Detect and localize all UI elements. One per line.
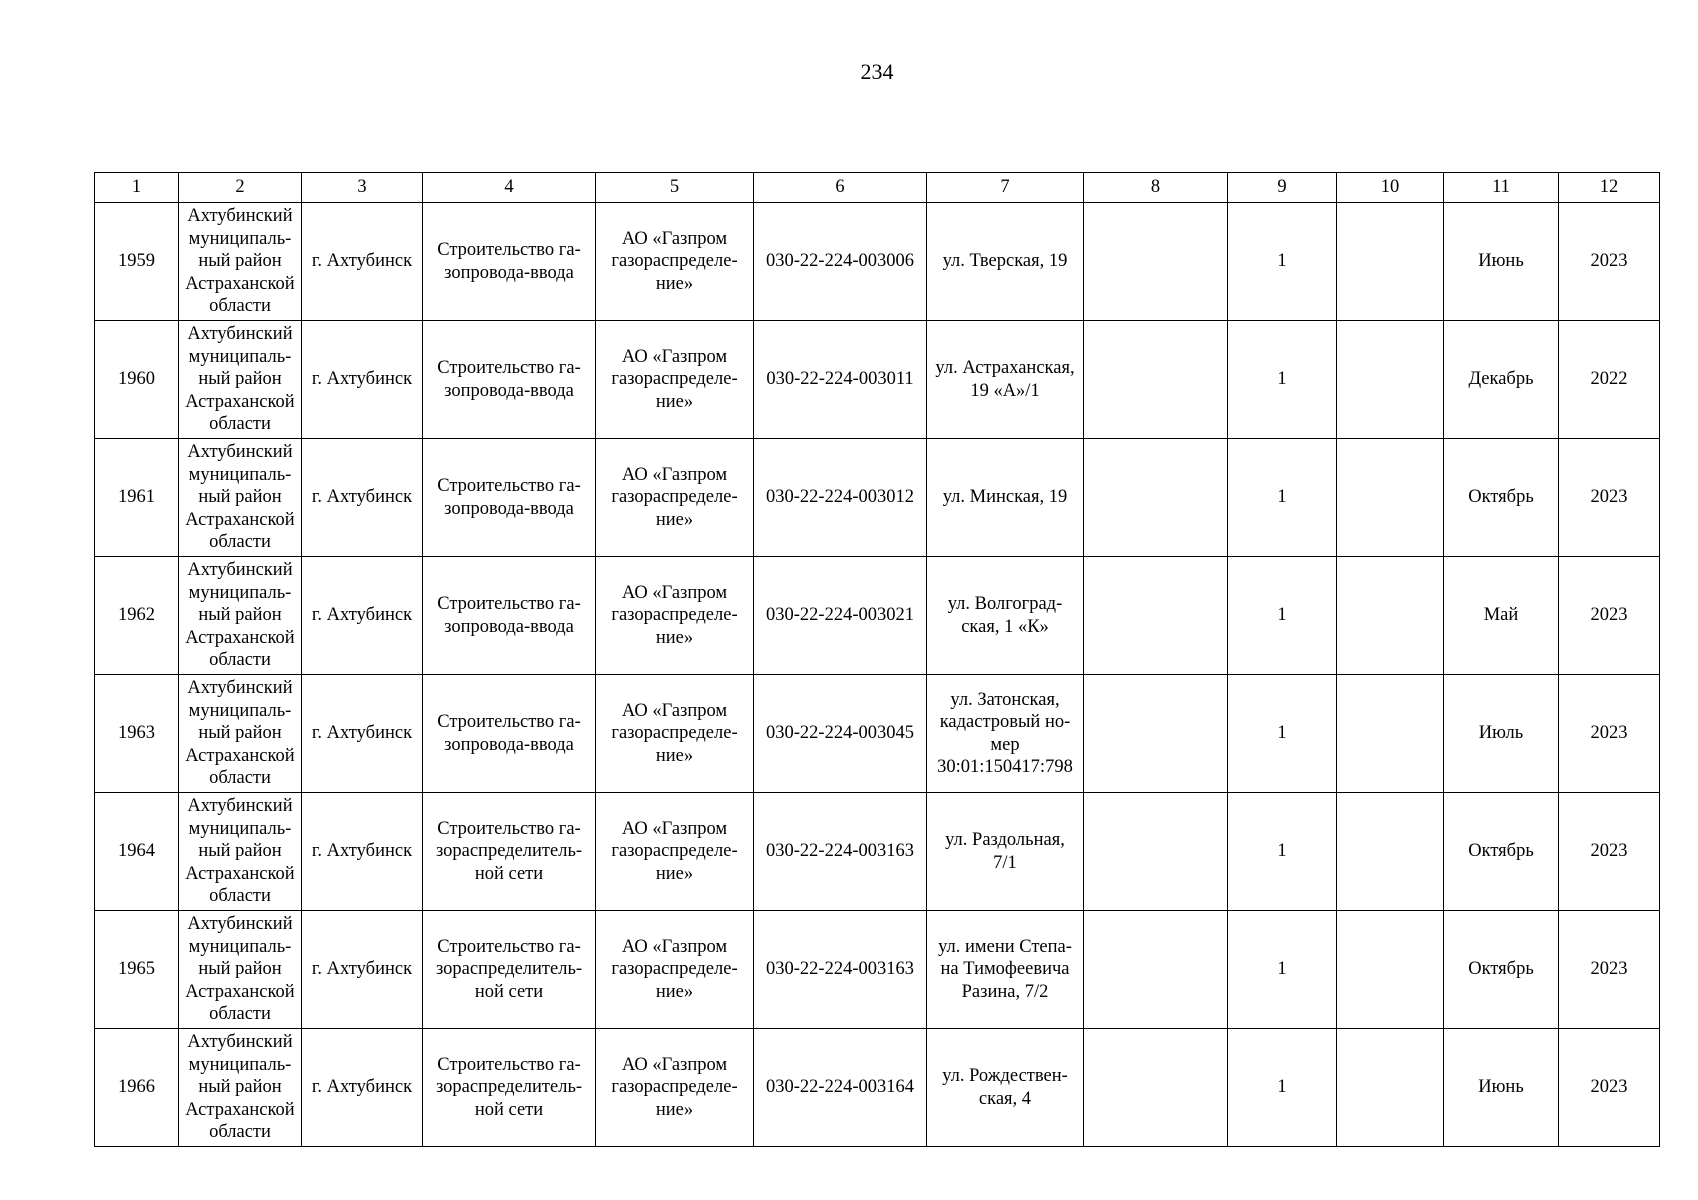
cell-text: 030-22-224-003021 — [766, 605, 914, 626]
column-header-row — [95, 173, 1660, 203]
cell-line: ный район — [198, 959, 282, 980]
work-type-cell — [423, 911, 596, 1029]
cell-line: АО «Газпром — [621, 582, 728, 603]
cell-text: 1966 — [118, 1077, 155, 1098]
cell-line: Ахтубинский — [187, 914, 293, 935]
year-cell — [1559, 439, 1660, 557]
cell-line: ный район — [198, 841, 282, 862]
cell-line: Ахтубинский — [187, 442, 293, 463]
cell-line: газораспределе- — [611, 959, 738, 980]
object-code-cell — [754, 321, 927, 439]
cell-line: Ахтубинский — [187, 560, 293, 581]
cell-text: 1 — [1277, 1077, 1287, 1098]
cell-text: Октябрь — [1468, 959, 1534, 980]
page-number: 234 — [860, 59, 894, 84]
cell-text: г. Ахтубинск — [311, 841, 413, 862]
quantity-cell — [1228, 675, 1337, 793]
cell-line: кадастровый но- — [939, 712, 1071, 732]
district-cell — [179, 557, 302, 675]
column-header: 12 — [1559, 173, 1660, 203]
cell-text: Декабрь — [1468, 369, 1534, 390]
cell-text: 030-22-224-003006 — [766, 251, 914, 272]
year-cell — [1559, 321, 1660, 439]
cell-line: ный район — [198, 1077, 282, 1098]
column-header: 1 — [95, 173, 179, 203]
cell-line: газораспределе- — [611, 841, 738, 862]
table-row — [95, 793, 1660, 911]
year-cell — [1559, 793, 1660, 911]
cell-text: 1962 — [118, 605, 155, 626]
table-row — [95, 203, 1660, 321]
cell-line: ул. Волгоград- — [947, 594, 1063, 614]
cell-text: г. Ахтубинск — [311, 605, 413, 626]
cell-line: Астраханской — [185, 745, 295, 766]
cell-line: муниципаль- — [188, 582, 292, 603]
cell-line: зопровода-ввода — [444, 380, 574, 401]
quantity-cell — [1228, 203, 1337, 321]
object-code-cell — [754, 203, 927, 321]
cell-text: 1963 — [118, 723, 155, 744]
column-8-cell — [1084, 203, 1228, 321]
cell-line: зораспределитель- — [435, 959, 583, 980]
column-header: 6 — [754, 173, 927, 203]
city-cell — [302, 911, 423, 1029]
cell-line: АО «Газпром — [621, 346, 728, 367]
cell-text: г. Ахтубинск — [311, 487, 413, 508]
cell-text: 2023 — [1590, 605, 1628, 626]
cell-line: области — [209, 296, 271, 317]
cell-line: ул. Раздольная, — [945, 830, 1065, 850]
cell-line: на Тимофеевича — [940, 959, 1070, 980]
cell-text: 030-22-224-003011 — [766, 369, 914, 390]
column-header: 5 — [596, 173, 754, 203]
cell-line: Астраханской — [185, 391, 295, 412]
cell-text: г. Ахтубинск — [311, 959, 413, 980]
cell-line: Астраханской — [185, 627, 295, 648]
cell-line: Разина, 7/2 — [961, 981, 1049, 1002]
cell-line: ул. имени Степа- — [938, 936, 1072, 957]
cell-text: 1965 — [118, 959, 155, 980]
quantity-cell — [1228, 911, 1337, 1029]
year-cell — [1559, 557, 1660, 675]
column-header: 8 — [1084, 173, 1228, 203]
cell-text: 1 — [1277, 841, 1287, 862]
month-cell — [1444, 793, 1559, 911]
object-code-cell — [754, 911, 927, 1029]
cell-line: 19 «А»/1 — [970, 380, 1040, 401]
row-number-cell — [95, 1029, 179, 1147]
cell-line: газораспределе- — [611, 487, 738, 508]
cell-text: 1960 — [118, 369, 155, 390]
city-cell — [302, 793, 423, 911]
cell-line: ный район — [198, 723, 282, 744]
month-cell — [1444, 557, 1559, 675]
cell-line: Строительство га- — [437, 476, 581, 496]
cell-line: ной сети — [474, 981, 544, 1002]
cell-line: ный район — [198, 251, 282, 272]
cell-line: области — [209, 650, 271, 671]
object-code-cell — [754, 439, 927, 557]
cell-line: Строительство га- — [437, 358, 581, 378]
cell-text: 2023 — [1590, 841, 1628, 862]
cell-line: Астраханской — [185, 981, 295, 1002]
quantity-cell — [1228, 557, 1337, 675]
work-type-cell — [423, 321, 596, 439]
cell-line: газораспределе- — [611, 251, 738, 272]
cell-text: 1961 — [118, 487, 155, 508]
organization-cell — [596, 911, 754, 1029]
cell-line: АО «Газпром — [621, 818, 728, 839]
object-code-cell — [754, 675, 927, 793]
column-8-cell — [1084, 793, 1228, 911]
cell-line: зопровода-ввода — [444, 498, 574, 519]
row-number-cell — [95, 675, 179, 793]
cell-text: 2023 — [1590, 959, 1628, 980]
cell-text: 2023 — [1590, 487, 1628, 508]
table-row — [95, 321, 1660, 439]
cell-line: 30:01:150417:798 — [937, 757, 1073, 777]
row-number-cell — [95, 911, 179, 1029]
city-cell — [302, 439, 423, 557]
cell-line: ние» — [655, 509, 694, 530]
cell-line: ный район — [198, 369, 282, 390]
cell-text: г. Ахтубинск — [311, 1077, 413, 1098]
cell-text: 1 — [1277, 251, 1287, 272]
row-number-cell — [95, 793, 179, 911]
month-cell — [1444, 911, 1559, 1029]
cell-line: муниципаль- — [188, 1054, 292, 1075]
column-8-cell — [1084, 321, 1228, 439]
district-cell — [179, 793, 302, 911]
year-cell — [1559, 911, 1660, 1029]
cell-line: Ахтубинский — [187, 1032, 293, 1053]
organization-cell — [596, 439, 754, 557]
row-number-cell — [95, 439, 179, 557]
address-cell — [927, 321, 1084, 439]
address-cell — [927, 203, 1084, 321]
cell-line: Астраханской — [185, 273, 295, 294]
cell-line: Астраханской — [185, 1099, 295, 1120]
address-cell — [927, 557, 1084, 675]
column-8-cell — [1084, 439, 1228, 557]
column-header: 7 — [927, 173, 1084, 203]
column-10-cell — [1337, 321, 1444, 439]
month-cell — [1444, 321, 1559, 439]
cell-line: муниципаль- — [188, 228, 292, 249]
quantity-cell — [1228, 439, 1337, 557]
cell-line: области — [209, 768, 271, 789]
organization-cell — [596, 1029, 754, 1147]
cell-line: АО «Газпром — [621, 936, 728, 957]
cell-line: газораспределе- — [611, 605, 738, 626]
cell-line: АО «Газпром — [621, 464, 728, 485]
cell-line: ной сети — [474, 1099, 544, 1120]
cell-line: Строительство га- — [437, 1054, 581, 1075]
work-type-cell — [423, 675, 596, 793]
cell-line: муниципаль- — [188, 346, 292, 367]
district-cell — [179, 203, 302, 321]
column-8-cell — [1084, 675, 1228, 793]
object-code-cell — [754, 557, 927, 675]
cell-line: ние» — [655, 391, 694, 412]
cell-text: 1 — [1277, 959, 1287, 980]
year-cell — [1559, 1029, 1660, 1147]
cell-line: Астраханской — [185, 863, 295, 884]
cell-line: АО «Газпром — [621, 228, 728, 249]
district-cell — [179, 439, 302, 557]
cell-line: ская, 4 — [978, 1088, 1032, 1109]
district-cell — [179, 1029, 302, 1147]
cell-text: г. Ахтубинск — [311, 251, 413, 272]
column-8-cell — [1084, 911, 1228, 1029]
cell-line: зопровода-ввода — [444, 616, 574, 637]
year-cell — [1559, 675, 1660, 793]
cell-line: зопровода-ввода — [444, 262, 574, 283]
district-cell — [179, 675, 302, 793]
column-8-cell — [1084, 557, 1228, 675]
city-cell — [302, 203, 423, 321]
row-number-cell — [95, 557, 179, 675]
column-header: 2 — [179, 173, 302, 203]
city-cell — [302, 321, 423, 439]
cell-line: Строительство га- — [437, 936, 581, 957]
district-cell — [179, 321, 302, 439]
cell-line: ние» — [655, 627, 694, 648]
cell-line: Строительство га- — [437, 594, 581, 614]
address-cell — [927, 1029, 1084, 1147]
column-header: 11 — [1444, 173, 1559, 203]
cell-text: 1 — [1277, 487, 1287, 508]
cell-text: 2023 — [1590, 1077, 1628, 1098]
work-type-cell — [423, 439, 596, 557]
column-10-cell — [1337, 203, 1444, 321]
cell-line: зораспределитель- — [435, 1077, 583, 1098]
cell-line: ние» — [655, 1099, 694, 1120]
cell-text: 030-22-224-003012 — [766, 487, 914, 508]
row-number-cell — [95, 203, 179, 321]
cell-line: муниципаль- — [188, 700, 292, 721]
column-10-cell — [1337, 911, 1444, 1029]
cell-line: муниципаль- — [188, 464, 292, 485]
cell-line: муниципаль- — [188, 936, 292, 957]
cell-line: газораспределе- — [611, 369, 738, 390]
cell-line: газораспределе- — [611, 723, 738, 744]
cell-line: ул. Астраханская, — [935, 358, 1075, 378]
cell-line: области — [209, 1004, 271, 1025]
object-code-cell — [754, 793, 927, 911]
cell-line: Ахтубинский — [187, 206, 293, 227]
cell-text: г. Ахтубинск — [311, 723, 413, 744]
cell-text: 030-22-224-003164 — [766, 1077, 914, 1098]
cell-line: области — [209, 886, 271, 907]
cell-line: ный район — [198, 605, 282, 626]
table-row — [95, 911, 1660, 1029]
cell-text: 030-22-224-003163 — [766, 959, 914, 980]
column-10-cell — [1337, 793, 1444, 911]
cell-line: мер — [990, 734, 1020, 755]
work-type-cell — [423, 793, 596, 911]
cell-line: Строительство га- — [437, 712, 581, 732]
cell-line: ной сети — [474, 863, 544, 884]
organization-cell — [596, 557, 754, 675]
column-10-cell — [1337, 439, 1444, 557]
cell-line: ние» — [655, 981, 694, 1002]
cell-text: 2022 — [1590, 369, 1628, 390]
cell-line: зораспределитель- — [435, 841, 583, 862]
cell-line: Строительство га- — [437, 818, 581, 839]
cell-text: 1964 — [118, 841, 155, 862]
cell-text: 2023 — [1590, 723, 1628, 744]
column-header: 9 — [1228, 173, 1337, 203]
month-cell — [1444, 675, 1559, 793]
cell-text: 030-22-224-003045 — [766, 723, 914, 744]
cell-text: 1 — [1277, 605, 1287, 626]
cell-line: Ахтубинский — [187, 678, 293, 699]
cell-line: ние» — [655, 745, 694, 766]
cell-line: области — [209, 1122, 271, 1143]
cell-line: Ахтубинский — [187, 324, 293, 345]
cell-line: области — [209, 532, 271, 553]
data-table — [94, 172, 1660, 1147]
address-cell — [927, 675, 1084, 793]
column-header: 3 — [302, 173, 423, 203]
column-10-cell — [1337, 557, 1444, 675]
address-cell — [927, 911, 1084, 1029]
city-cell — [302, 557, 423, 675]
cell-line: ул. Минская, 19 — [942, 487, 1068, 508]
cell-text: 1 — [1277, 369, 1287, 390]
organization-cell — [596, 675, 754, 793]
object-code-cell — [754, 1029, 927, 1147]
cell-line: области — [209, 414, 271, 435]
table-row — [95, 675, 1660, 793]
cell-text: Июнь — [1478, 1077, 1524, 1098]
cell-line: Ахтубинский — [187, 796, 293, 817]
cell-line: ул. Затонская, — [950, 689, 1060, 710]
city-cell — [302, 675, 423, 793]
cell-line: зопровода-ввода — [444, 734, 574, 755]
cell-text: Июнь — [1478, 251, 1524, 272]
column-header: 10 — [1337, 173, 1444, 203]
cell-line: ул. Рождествен- — [942, 1066, 1068, 1086]
cell-line: Астраханской — [185, 509, 295, 530]
cell-line: 7/1 — [993, 852, 1017, 873]
cell-line: муниципаль- — [188, 818, 292, 839]
cell-text: 1959 — [118, 251, 155, 272]
cell-line: АО «Газпром — [621, 1054, 728, 1075]
work-type-cell — [423, 1029, 596, 1147]
column-header: 4 — [423, 173, 596, 203]
month-cell — [1444, 439, 1559, 557]
row-number-cell — [95, 321, 179, 439]
column-10-cell — [1337, 675, 1444, 793]
organization-cell — [596, 793, 754, 911]
table-row — [95, 1029, 1660, 1147]
cell-text: 030-22-224-003163 — [766, 841, 914, 862]
cell-line: АО «Газпром — [621, 700, 728, 721]
cell-line: ние» — [655, 863, 694, 884]
address-cell — [927, 439, 1084, 557]
quantity-cell — [1228, 321, 1337, 439]
work-type-cell — [423, 203, 596, 321]
quantity-cell — [1228, 1029, 1337, 1147]
month-cell — [1444, 1029, 1559, 1147]
cell-line: ул. Тверская, 19 — [942, 251, 1068, 272]
cell-text: Июль — [1478, 723, 1524, 744]
column-8-cell — [1084, 1029, 1228, 1147]
address-cell — [927, 793, 1084, 911]
cell-line: ская, 1 «К» — [961, 616, 1049, 637]
work-type-cell — [423, 557, 596, 675]
cell-text: 2023 — [1590, 251, 1628, 272]
cell-line: Строительство га- — [437, 240, 581, 260]
cell-text: Октябрь — [1468, 841, 1534, 862]
organization-cell — [596, 203, 754, 321]
cell-text: Октябрь — [1468, 487, 1534, 508]
cell-line: ный район — [198, 487, 282, 508]
cell-line: газораспределе- — [611, 1077, 738, 1098]
organization-cell — [596, 321, 754, 439]
cell-line: ние» — [655, 273, 694, 294]
district-cell — [179, 911, 302, 1029]
table-row — [95, 557, 1660, 675]
cell-text: Май — [1483, 605, 1519, 626]
year-cell — [1559, 203, 1660, 321]
quantity-cell — [1228, 793, 1337, 911]
city-cell — [302, 1029, 423, 1147]
cell-text: г. Ахтубинск — [311, 369, 413, 390]
column-10-cell — [1337, 1029, 1444, 1147]
table-row — [95, 439, 1660, 557]
cell-text: 1 — [1277, 723, 1287, 744]
month-cell — [1444, 203, 1559, 321]
